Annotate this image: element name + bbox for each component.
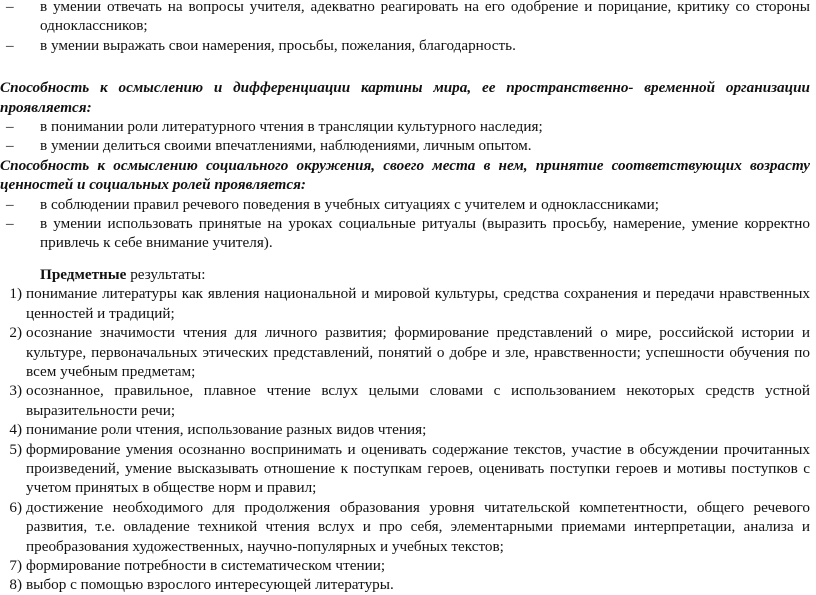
- spacer: [0, 253, 816, 265]
- list-item-text: в умении использовать принятые на уроках социальные ритуалы (выразить просьбу, намерение, умение корректно привлечь к себе внимание учителя).: [40, 215, 810, 252]
- item-number: 1): [9, 285, 22, 303]
- numbered-item-text: выбор с помощью взрослого интересующей литературы.: [26, 576, 394, 594]
- dash-marker: –: [6, 195, 14, 213]
- numbered-item-text: осознанное, правильное, плавное чтение вслух целыми словами с использованием некоторых средств устной выразительности речи;: [26, 382, 810, 419]
- dash-marker: –: [6, 137, 14, 155]
- list-item: [0, 36, 816, 55]
- list-item: [0, 214, 816, 253]
- numbered-item: [0, 440, 816, 498]
- numbered-item-text: формирование потребности в систематическом чтении;: [26, 556, 386, 574]
- numbered-item-text: понимание литературы как явления национальной и мировой культуры, средства сохранения и передачи нравственных ценностей и традиций;: [26, 285, 810, 322]
- numbered-item: [0, 323, 816, 381]
- list-item: [0, 0, 816, 36]
- numbered-item: [0, 284, 816, 323]
- item-number: 4): [9, 421, 22, 439]
- list-item-text: в соблюдении правил речевого поведения в учебных ситуациях с учителем и одноклассниками;: [40, 195, 659, 213]
- item-number: 7): [9, 556, 22, 574]
- list-item: [0, 136, 816, 155]
- results-subheading: [0, 265, 816, 284]
- spacer: [0, 55, 816, 74]
- numbered-item-text: формирование умения осознанно воспринимать и оценивать содержание текстов, участие в обсуждении прочитанных произведений, умение высказывать отношение к поступкам героев, оценивать поступки героев и мотивы поступков с учетом принятых в обществе норм и правил;: [26, 440, 810, 497]
- list-item: [0, 195, 816, 214]
- dash-marker: –: [6, 118, 14, 136]
- section-heading: Способность к осмыслению социального окружения, своего места в нем, принятие соответствующих возрасту ценностей и социальных ролей проявляется:: [0, 156, 810, 194]
- list-item-text: в умении делиться своими впечатлениями, наблюдениями, личным опытом.: [40, 137, 532, 155]
- list-item-text: в умении выражать свои намерения, просьбы, пожелания, благодарность.: [40, 36, 516, 54]
- dash-marker: –: [6, 215, 14, 233]
- dash-marker: –: [6, 0, 14, 15]
- results-subheading-rest: результаты:: [126, 265, 206, 283]
- dash-marker: –: [6, 36, 14, 54]
- numbered-item-text: понимание роли чтения, использование разных видов чтения;: [26, 421, 427, 439]
- results-subheading-bold: Предметные: [40, 265, 127, 283]
- numbered-item: [0, 420, 816, 439]
- item-number: 5): [9, 440, 22, 458]
- item-number: 8): [9, 576, 22, 594]
- item-number: 6): [9, 498, 22, 516]
- numbered-item-text: осознание значимости чтения для личного развития; формирование представлений о мире, российской истории и культуре, первоначальных этических представлений, понятий о добре и зле, нравственности; успешности обучения по всем учебным предметам;: [26, 324, 810, 380]
- numbered-item: [0, 556, 816, 575]
- section-heading: Способность к осмыслению и дифференциации картины мира, ее пространственно- временной организации проявляется:: [0, 79, 810, 116]
- list-item-text: в умении отвечать на вопросы учителя, адекватно реагировать на его одобрение и порицание, критику со стороны одноклассников;: [40, 0, 810, 35]
- list-item-text: в понимании роли литературного чтения в трансляции культурного наследия;: [40, 118, 543, 136]
- item-number: 2): [9, 324, 22, 342]
- numbered-item: [0, 575, 816, 594]
- item-number: 3): [9, 382, 22, 400]
- list-item: [0, 117, 816, 136]
- numbered-item: [0, 381, 816, 420]
- numbered-item-text: достижение необходимого для продолжения образования уровня читательской компетентности, общего речевого развития, т.е. овладение техникой чтения вслух и про себя, элементарными приемами интерпретации, анализа и преобразования художественных, научно-популярных и учебных текстов;: [26, 498, 810, 555]
- numbered-item: [0, 498, 816, 556]
